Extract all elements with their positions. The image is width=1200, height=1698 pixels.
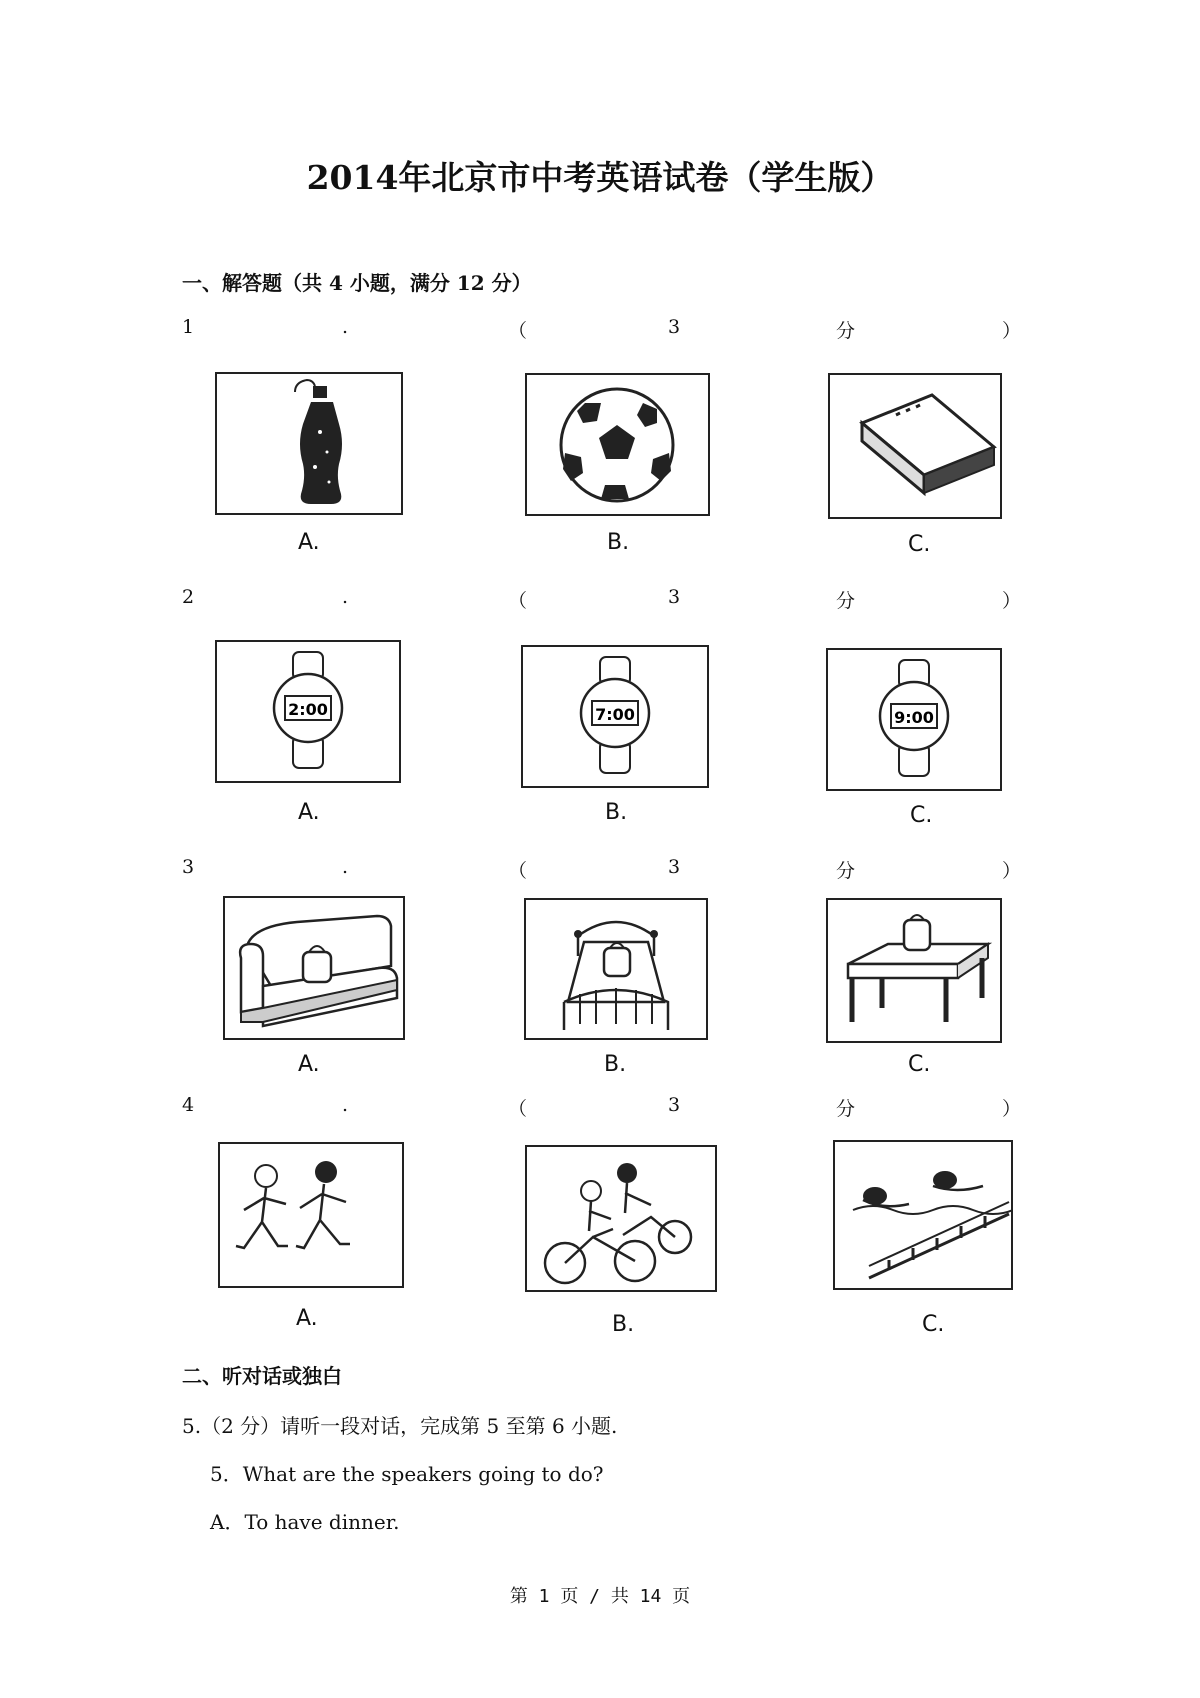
page-title: 2014年北京市中考英语试卷（学生版） xyxy=(306,158,894,197)
points-unit: 分 xyxy=(836,590,856,612)
option-b-label: B. xyxy=(612,1312,635,1337)
bottle-icon xyxy=(215,372,405,517)
cycling-kids-icon xyxy=(525,1145,717,1293)
question-points: 3 xyxy=(668,1094,681,1116)
table-picture xyxy=(826,898,1002,1044)
watch-time: 7:00 xyxy=(595,705,635,724)
points-unit: 分 xyxy=(836,1098,856,1120)
close-paren: ） xyxy=(1002,1098,1022,1120)
open-paren: （ xyxy=(508,1098,528,1120)
question-row-1 xyxy=(182,316,1022,342)
section-heading-1: 一、解答题（共 4 小题，满分 12 分） xyxy=(182,271,532,295)
swimming-picture xyxy=(833,1140,1013,1292)
close-paren: ） xyxy=(1002,860,1022,882)
watch-picture-b xyxy=(521,645,709,789)
points-unit: 分 xyxy=(836,320,856,342)
question-number: 4 xyxy=(182,1094,195,1116)
question-dot: . xyxy=(342,856,349,878)
question-5-intro: 5.（2 分）请听一段对话，完成第 5 至第 6 小题. xyxy=(182,1414,618,1438)
bottle-picture xyxy=(215,372,405,517)
swimming-kids-icon xyxy=(833,1140,1013,1292)
table-bag-icon xyxy=(826,898,1002,1044)
sofa-picture xyxy=(223,896,405,1041)
option-b-label: B. xyxy=(604,1052,627,1077)
running-kids-icon xyxy=(218,1142,404,1290)
question-row-2 xyxy=(182,586,1022,612)
option-a-label: A. xyxy=(298,530,320,555)
open-paren: （ xyxy=(508,590,528,612)
book-picture xyxy=(828,373,1002,521)
option-b-label: B. xyxy=(607,530,630,555)
question-dot: . xyxy=(342,316,349,338)
question-points: 3 xyxy=(668,586,681,608)
bed-picture xyxy=(524,898,708,1041)
sofa-bag-icon xyxy=(223,896,405,1041)
option-c-label: C. xyxy=(908,532,931,557)
soccer-ball-icon xyxy=(525,373,711,518)
option-c-label: C. xyxy=(908,1052,931,1077)
option-b-label: B. xyxy=(605,800,628,825)
book-icon xyxy=(828,373,1002,521)
question-row-3 xyxy=(182,856,1022,882)
question-dot: . xyxy=(342,1094,349,1116)
question-row-4 xyxy=(182,1094,1022,1120)
close-paren: ） xyxy=(1002,590,1022,612)
watch-icon xyxy=(215,640,401,784)
option-c-label: C. xyxy=(922,1312,945,1337)
watch-picture-a xyxy=(215,640,401,784)
question-number: 1 xyxy=(182,316,195,338)
page-footer: 第 1 页 / 共 14 页 xyxy=(509,1586,691,1607)
question-points: 3 xyxy=(668,856,681,878)
question-points: 3 xyxy=(668,316,681,338)
watch-icon xyxy=(521,645,709,789)
watch-icon xyxy=(826,648,1002,792)
soccer-ball-picture xyxy=(525,373,711,518)
cycling-picture xyxy=(525,1145,717,1293)
points-unit: 分 xyxy=(836,860,856,882)
question-dot: . xyxy=(342,586,349,608)
question-5-text: 5．What are the speakers going to do? xyxy=(210,1462,604,1486)
running-picture xyxy=(218,1142,404,1290)
question-number: 2 xyxy=(182,586,195,608)
watch-time: 9:00 xyxy=(894,708,934,727)
question-5-option-a: A．To have dinner. xyxy=(210,1510,400,1534)
question-number: 3 xyxy=(182,856,195,878)
option-a-label: A. xyxy=(298,1052,320,1077)
option-a-label: A. xyxy=(298,800,320,825)
watch-picture-c xyxy=(826,648,1002,792)
open-paren: （ xyxy=(508,860,528,882)
section-heading-2: 二、听对话或独白 xyxy=(182,1364,342,1388)
close-paren: ） xyxy=(1002,320,1022,342)
open-paren: （ xyxy=(508,320,528,342)
option-c-label: C. xyxy=(910,803,933,828)
watch-time: 2:00 xyxy=(288,700,328,719)
bed-bag-icon xyxy=(524,898,708,1041)
option-a-label: A. xyxy=(296,1306,318,1331)
